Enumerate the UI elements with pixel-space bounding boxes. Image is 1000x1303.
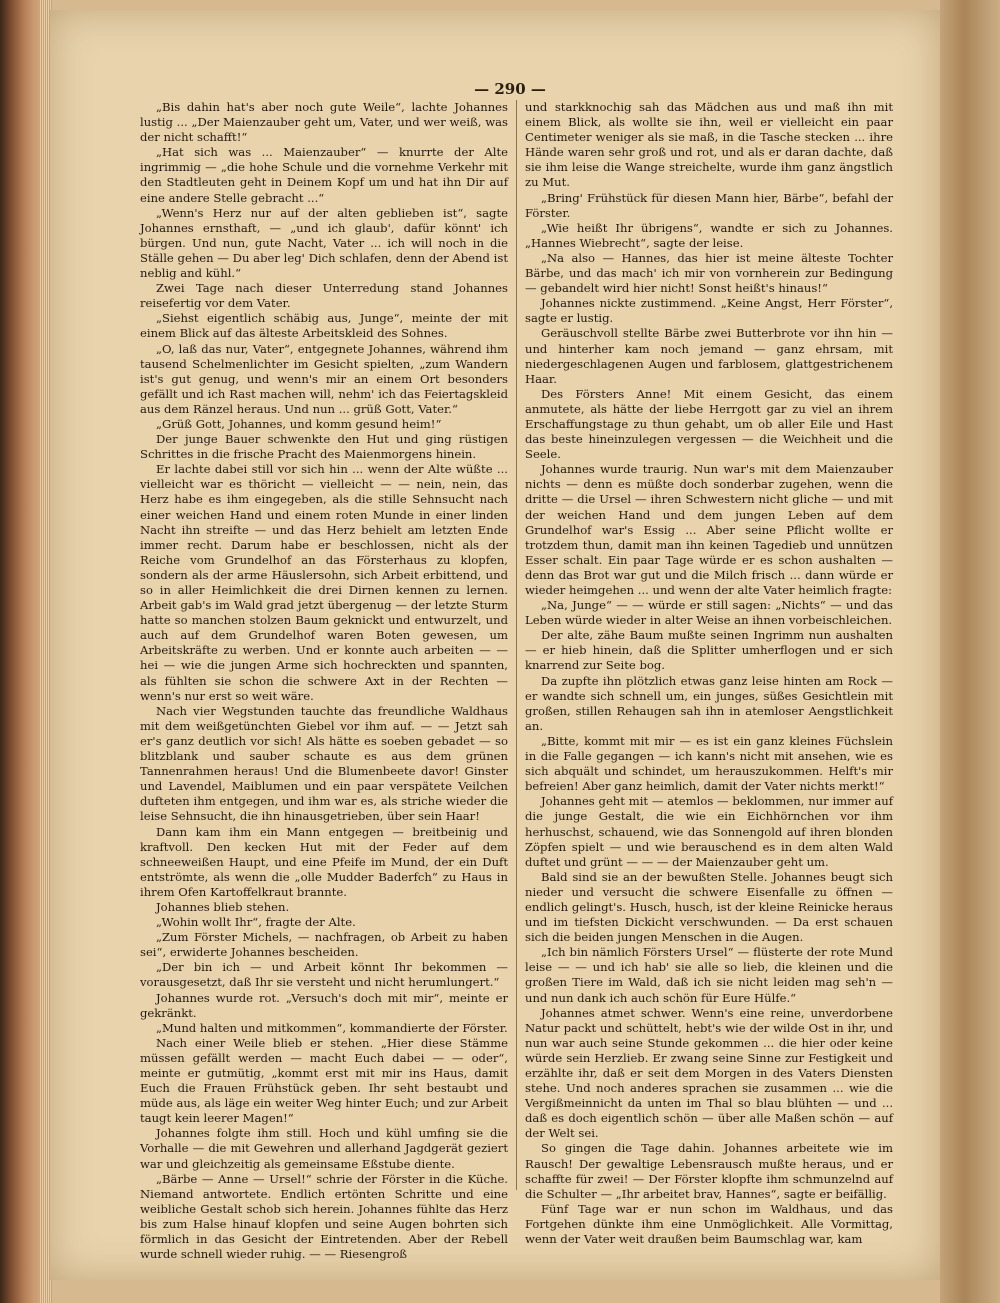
paragraph: „Mund halten und mitkommen“, kommandierte der Förster.	[156, 1020, 508, 1035]
paragraph: „Der bin ich — und Arbeit könnt Ihr bekommen — vorausgesetzt, daß Ihr sie versteht und nicht herumlungert.“	[140, 960, 508, 990]
paragraph: Bald sind sie an der bewußten Stelle. Johannes beugt sich nieder und versucht die schwere Eisenfalle zu öffnen — endlich gelingt's. Husch, husch, ist der kleine Reinicke heraus und im tiefsten Dickicht verschwunden. — Da erst schauen sich die beiden jungen Menschen in die Augen.	[525, 869, 893, 945]
paragraph: „Bärbe — Anne — Ursel!“ schrie der Förster in die Küche. Niemand antwortete. Endlich ertönten Schritte und eine weibliche Gestalt schob sich herein. Johannes fühlte das Herz bis zum Halse hinauf klopfen und seine Augen bohrten sich förmlich in das Gesicht der Eintretenden. Aber der Rebell wurde schnell wieder ruhig. — — Riesengroß	[140, 1171, 508, 1262]
paragraph: „Bis dahin hat's aber noch gute Weile“, lachte Johannes lustig ... „Der Maienzauber geht um, Vater, und wer weiß, was der nicht schafft!“	[140, 100, 508, 145]
paragraph: So gingen die Tage dahin. Johannes arbeitete wie im Rausch! Der gewaltige Lebensrausch mußte heraus, und er schaffte für zwei! — Der Förster klopfte ihm schmunzelnd auf die Schulter — „Ihr arbeitet brav, Hannes“, sagte er beifällig.	[525, 1141, 893, 1201]
next-page-edge	[940, 0, 1000, 1303]
paragraph: Johannes blieb stehen.	[156, 899, 290, 914]
paragraph: „Grüß Gott, Johannes, und komm gesund heim!“	[156, 416, 442, 431]
paragraph: Johannes folgte ihm still. Hoch und kühl umfing sie die Vorhalle — die mit Gewehren und allerhand Jagdgerät geziert war und gleichzeitig als gemeinsame Eßstube diente.	[140, 1126, 508, 1171]
paragraph: Dann kam ihm ein Mann entgegen — breitbeinig und kraftvoll. Den kecken Hut mit der Feder auf dem schneeweißen Haupt, und eine Pfeife im Mund, der ein Duft entströmte, als wenn die „olle Mudder Baderfch“ zu Haus in ihrem Ofen Kartoffelkraut brannte.	[140, 824, 508, 899]
page-number: — 290 —	[474, 80, 546, 98]
book-spine	[0, 0, 42, 1303]
paragraph: Johannes wurde rot. „Versuch's doch mit mir“, meinte er gekränkt.	[140, 990, 508, 1020]
paragraph: Der junge Bauer schwenkte den Hut und ging rüstigen Schrittes in die frische Pracht des Maienmorgens hinein.	[140, 432, 508, 462]
paragraph: Nach einer Weile blieb er stehen. „Hier diese Stämme müssen gefällt werden — macht Euch dabei — — oder“, meinte er gutmütig, „kommt erst mit mir ins Haus, damit Euch die Frauen Frühstück geben. Ihr seht bestaubt und müde aus, als läge ein weiter Weg hinter Euch; und zur Arbeit taugt kein leerer Magen!“	[140, 1035, 508, 1126]
paragraph: Johannes geht mit — atemlos — beklommen, nur immer auf die junge Gestalt, die wie ein Eichhörnchen vor ihm herhuschst, schauend, wie das Sonnengold auf ihren blonden Zöpfen spielt — und wie berauschend es in dem alten Wald duftet und grünt — — — der Maienzauber geht um.	[525, 794, 893, 869]
column-divider	[516, 100, 517, 1190]
paragraph: Zwei Tage nach dieser Unterredung stand Johannes reisefertig vor dem Vater.	[140, 281, 508, 311]
paragraph: „Hat sich was ... Maienzauber“ — knurrte der Alte ingrimmig — „die hohe Schule und die vornehme Verkehr mit den Stadtleuten geht in Deinem Kopf um und hat ihn Dir auf eine andere Stelle gebracht ...“	[140, 145, 508, 205]
paragraph: Er lachte dabei still vor sich hin ... wenn der Alte wüßte ... vielleicht war es thöricht — vielleicht — — nein, nein, das Herz habe es ihm eingegeben, als die stille Sehnsucht nach einer weichen Hand und einem roten Munde in einer linden Nacht ihn streifte — und das Herz behielt am letzten Ende immer recht. Darum habe er beschlossen, nicht als der Reiche vom Grundelhof an das Försterhaus zu klopfen, sondern als der arme Häuslersohn, sich Arbeit erbittend, und so in aller Heimlichkeit die drei Dirnen kennen zu lernen. Arbeit gab's im Wald grad jetzt übergenug — der letzte Sturm hatte so manchen stolzen Baum geknickt und entwurzelt, und auch auf dem Grundelhof waren Boten gewesen, um Arbeitskräfte zu werben. Und er konnte auch arbeiten — — hei — wie die jungen Arme sich hochreckten und spannten, als fühlten sie schon die schwere Axt in der Rechten — wenn's nur erst so weit wäre.	[140, 462, 508, 703]
paragraph: Johannes wurde traurig. Nun war's mit dem Maienzauber nichts — denn es müßte doch sonderbar zugehen, wenn die dritte — die Ursel — ihren Schwestern nicht gliche — und mit der weichen Hand und dem jungen Leben auf dem Grundelhof war's Essig ... Aber seine Pflicht wollte er trotzdem thun, damit man ihn keinen Tagedieb und unnützen Esser schalt. Ein paar Tage würde er es schon aushalten — denn das Brot war gut und die Milch frisch ... dann würde er wieder heimgehen ... und wenn der alte Vater heimlich fragte:	[525, 462, 893, 597]
paragraph: Des Försters Anne! Mit einem Gesicht, das einem anmutete, als hätte der liebe Herrgott gar zu viel an ihrem Erschaffungstage zu thun gehabt, um ob aller Eile und Hast das beste hineinzulegen vergessen — die Weichheit und die Seele.	[525, 386, 893, 462]
paragraph: „Siehst eigentlich schäbig aus, Junge“, meinte der mit einem Blick auf das älteste Arbeitskleid des Sohnes.	[140, 311, 508, 341]
paragraph: Johannes atmet schwer. Wenn's eine reine, unverdorbene Natur packt und schüttelt, hebt's wie der wilde Ost in ihr, und nun war auch seine Stunde gekommen ... die hier oder keine würde sein Herzlieb. Er zwang seine Sinne zur Festigkeit und erzählte ihr, daß er seit dem Morgen in des Vaters Diensten stehe. Und noch anderes sprachen sie zusammen ... wie die Vergißmeinnicht da unten im Thal so blau blühten — und ... daß es doch eigentlich schön — über alle Maßen schön — auf der Welt sei.	[525, 1005, 893, 1141]
paragraph: „Zum Förster Michels, — nachfragen, ob Arbeit zu haben sei“, erwiderte Johannes bescheiden.	[140, 930, 508, 960]
paragraph: „O, laß das nur, Vater“, entgegnete Johannes, während ihm tausend Schelmenlichter im Gesicht spielten, „zum Wandern ist's gut genug, und wenn's mir an einem Ort besonders gefällt und ich Rast machen will, nehm' ich das Feiertagskleid aus dem Ränzel heraus. Und nun ... grüß Gott, Vater.“	[140, 341, 508, 416]
paragraph: „Wohin wollt Ihr“, fragte der Alte.	[156, 915, 356, 930]
paragraph: „Wenn's Herz nur auf der alten geblieben ist“, sagte Johannes ernsthaft, — „und ich glaub', dafür könnt' ich bürgen. Und nun, gute Nacht, Vater ... ich will noch in die Ställe gehen — Du aber leg' Dich schlafen, denn der Abend ist neblig and kühl.“	[140, 205, 508, 281]
paragraph: Da zupfte ihn plötzlich etwas ganz leise hinten am Rock — er wandte sich schnell um, ein junges, süßes Gesichtlein mit großen, stillen Rehaugen sah ihn in atemloser Aengstlichkeit an.	[525, 673, 893, 733]
paragraph: Geräuschvoll stellte Bärbe zwei Butterbrote vor ihn hin — und hinterher kam noch jemand — ganz ehrsam, mit niedergeschlagenen Augen und farblosem, glattgestrichenem Haar.	[525, 326, 893, 386]
paragraph: Fünf Tage war er nun schon im Waldhaus, und das Fortgehen dünkte ihm eine Unmöglichkeit. Alle Vormittag, wenn der Vater weit draußen beim Baumschlag war, kam	[525, 1201, 893, 1247]
paragraph: „Bitte, kommt mit mir — es ist ein ganz kleines Füchslein in die Falle gegangen — ich kann's nicht mit ansehen, wie es sich abquält und schindet, um herauszukommen. Helft's mir befreien! Aber ganz heimlich, damit der Vater nichts merkt!“	[525, 733, 893, 794]
paragraph: „Bring' Frühstück für diesen Mann hier, Bärbe“, befahl der Förster.	[525, 190, 893, 220]
right-column	[525, 100, 893, 1247]
left-column	[140, 100, 508, 1262]
paragraph: „Ich bin nämlich Försters Ursel“ — flüsterte der rote Mund leise — — und ich hab' sie alle so lieb, die kleinen und die großen Tiere im Wald, daß ich sie nicht leiden mag seh'n — und nun dank ich auch schön für Eure Hülfe.“	[525, 945, 893, 1005]
paragraph: „Na also — Hannes, das hier ist meine älteste Tochter Bärbe, und das mach' ich mir von vornherein zur Bedingung — gebandelt wird hier nicht! Sonst heißt's hinaus!“	[525, 250, 893, 296]
paragraph: und starkknochig sah das Mädchen aus und maß ihn mit einem Blick, als wollte sie ihn, weil er vielleicht ein paar Centimeter weniger als sie maß, in die Tasche stecken ... ihre Hände waren sehr groß und rot, und als er daran dachte, daß sie ihm leise die Wange streichelte, wurde ihm ganz ängstlich zu Mut.	[525, 100, 893, 190]
paragraph: Johannes nickte zustimmend. „Keine Angst, Herr Förster“, sagte er lustig.	[525, 296, 893, 326]
paragraph: „Na, Junge“ — — würde er still sagen: „Nichts“ — und das Leben würde wieder in alter Weise an ihnen vorbeischleichen.	[525, 598, 893, 628]
paragraph: „Wie heißt Ihr übrigens“, wandte er sich zu Johannes. „Hannes Wiebrecht“, sagte der leise.	[525, 220, 893, 250]
paragraph: Nach vier Wegstunden tauchte das freundliche Waldhaus mit dem weißgetünchten Giebel vor ihm auf. — — Jetzt sah er's ganz deutlich vor sich! Als hätte es soeben gebadet — so blitzblank und sauber schaute es aus dem grünen Tannenrahmen heraus! Und die Blumenbeete davor! Ginster und Lavendel, Maiblumen und ein paar verspätete Veilchen dufteten ihm entgegen, und ihm war es, als striche wieder die leise Sehnsucht, die ihn hinausgetrieben, über sein Haar!	[140, 703, 508, 824]
paragraph: Der alte, zähe Baum mußte seinen Ingrimm nun aushalten — er hieb hinein, daß die Splitter umherflogen und er sich knarrend zur Seite bog.	[525, 628, 893, 673]
